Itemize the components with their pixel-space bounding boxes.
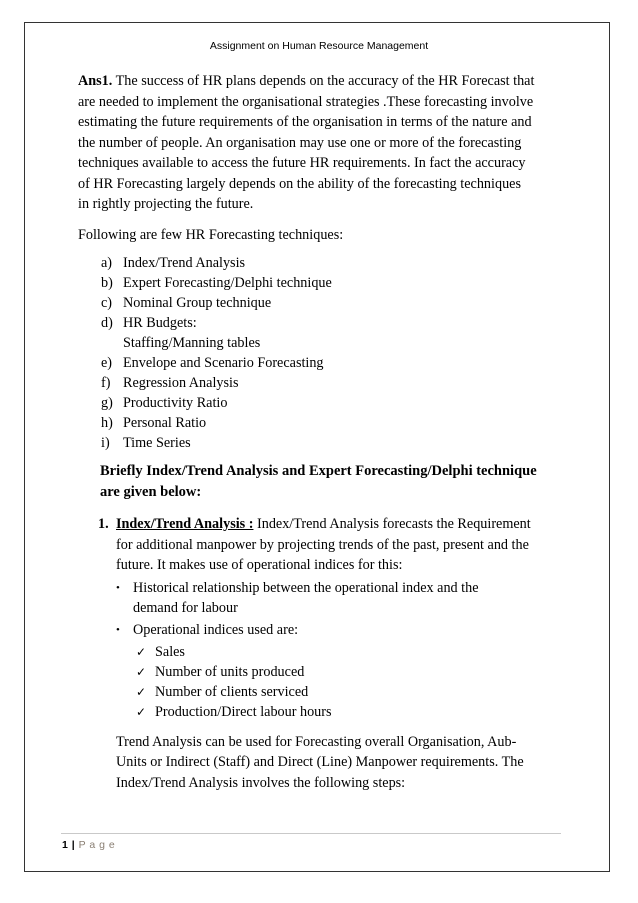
list-item bbox=[78, 433, 578, 453]
check-icon: ✓ bbox=[136, 664, 147, 679]
list-item-label: Regression Analysis bbox=[123, 375, 239, 391]
list-item-label: Nominal Group technique bbox=[123, 295, 272, 311]
list-item bbox=[78, 253, 578, 273]
list-marker: e) bbox=[101, 355, 113, 371]
list-item bbox=[78, 333, 578, 353]
check-item bbox=[136, 662, 578, 682]
list-item-label: Personal Ratio bbox=[123, 415, 207, 431]
section-number: 1. bbox=[98, 516, 109, 532]
bullet-icon: • bbox=[116, 623, 120, 636]
answer-line: techniques available to access the future HR requirements. In fact the accuracy bbox=[78, 155, 526, 171]
answer-label: Ans1. bbox=[78, 73, 113, 89]
check-item bbox=[136, 682, 578, 702]
heading-line: are given below: bbox=[100, 484, 202, 500]
list-item bbox=[78, 393, 578, 413]
list-item-label: HR Budgets: bbox=[123, 315, 197, 331]
section-text: future. It makes use of operational indices for this: bbox=[116, 557, 403, 573]
page-label: P a g e bbox=[78, 839, 116, 851]
techniques-intro: Following are few HR Forecasting techniques: bbox=[78, 226, 344, 243]
trend-line: Index/Trend Analysis involves the following steps: bbox=[116, 774, 406, 791]
list-item bbox=[78, 373, 578, 393]
list-item-label: Staffing/Manning tables bbox=[123, 335, 261, 351]
document-body bbox=[78, 71, 578, 793]
answer-paragraph bbox=[78, 71, 578, 215]
trend-paragraph bbox=[116, 732, 546, 794]
bullet-item bbox=[116, 578, 578, 618]
check-icon: ✓ bbox=[136, 704, 147, 719]
bullet-text: Historical relationship between the operational index and the demand for labour bbox=[133, 579, 479, 616]
answer-line: of HR Forecasting largely depends on the ability of the forecasting techniques bbox=[78, 175, 521, 192]
footer-separator: | bbox=[71, 839, 76, 851]
section-text: Index/Trend Analysis forecasts the Requirement bbox=[253, 516, 531, 532]
list-marker bbox=[78, 333, 123, 353]
bullet-list bbox=[116, 578, 578, 640]
trend-line: Trend Analysis can be used for Forecasting overall Organisation, Aub- bbox=[116, 733, 517, 750]
page-footer bbox=[62, 839, 115, 851]
answer-line: estimating the future requirements of the organisation in terms of the nature and bbox=[78, 114, 532, 130]
bullet-item bbox=[116, 620, 578, 640]
answer-line: the number of people. An organisation may use one or more of the forecasting bbox=[78, 134, 522, 151]
techniques-list bbox=[78, 253, 578, 453]
list-marker: a) bbox=[101, 255, 113, 271]
section-text: for additional manpower by projecting trends of the past, present and the bbox=[116, 536, 529, 553]
bullet-icon: • bbox=[116, 581, 120, 594]
bullet-text: Operational indices used are: bbox=[133, 621, 299, 638]
answer-line: are needed to implement the organisational strategies .These forecasting involve bbox=[78, 93, 534, 110]
indices-list bbox=[136, 642, 578, 722]
list-item-label: Index/Trend Analysis bbox=[123, 255, 246, 271]
list-marker: f) bbox=[101, 375, 111, 391]
list-item bbox=[78, 273, 578, 293]
check-item-label: Number of units produced bbox=[155, 663, 305, 680]
list-item-label: Envelope and Scenario Forecasting bbox=[123, 355, 324, 371]
trend-line: Units or Indirect (Staff) and Direct (Line) Manpower requirements. The bbox=[116, 754, 524, 770]
list-item bbox=[78, 313, 578, 333]
check-icon: ✓ bbox=[136, 644, 147, 659]
footer-divider bbox=[61, 833, 561, 834]
check-icon: ✓ bbox=[136, 684, 147, 699]
check-item-label: Number of clients serviced bbox=[155, 683, 309, 700]
section-heading bbox=[100, 461, 578, 503]
list-item-label: Expert Forecasting/Delphi technique bbox=[123, 275, 332, 291]
check-item bbox=[136, 702, 578, 722]
page-header: Assignment on Human Resource Management bbox=[209, 40, 429, 52]
list-marker: b) bbox=[101, 275, 113, 291]
section-title: Index/Trend Analysis : bbox=[116, 516, 254, 532]
list-item-label: Time Series bbox=[123, 435, 191, 451]
list-marker: i) bbox=[101, 435, 110, 451]
section-1 bbox=[98, 514, 578, 576]
list-item-label: Productivity Ratio bbox=[123, 395, 228, 411]
answer-line: in rightly projecting the future. bbox=[78, 196, 254, 212]
check-item-label: Sales bbox=[155, 643, 185, 660]
list-marker: g) bbox=[101, 395, 113, 411]
list-item bbox=[78, 413, 578, 433]
answer-line: The success of HR plans depends on the accuracy of the HR Forecast that bbox=[112, 73, 535, 89]
list-marker: d) bbox=[101, 315, 113, 331]
list-item bbox=[78, 293, 578, 313]
page-number: 1 bbox=[62, 839, 69, 851]
check-item bbox=[136, 642, 578, 662]
heading-line: Briefly Index/Trend Analysis and Expert Forecasting/Delphi technique bbox=[100, 463, 537, 479]
list-marker: c) bbox=[101, 295, 113, 311]
section-1-body bbox=[116, 514, 564, 576]
list-marker: h) bbox=[101, 415, 113, 431]
check-item-label: Production/Direct labour hours bbox=[155, 703, 332, 720]
list-item bbox=[78, 353, 578, 373]
